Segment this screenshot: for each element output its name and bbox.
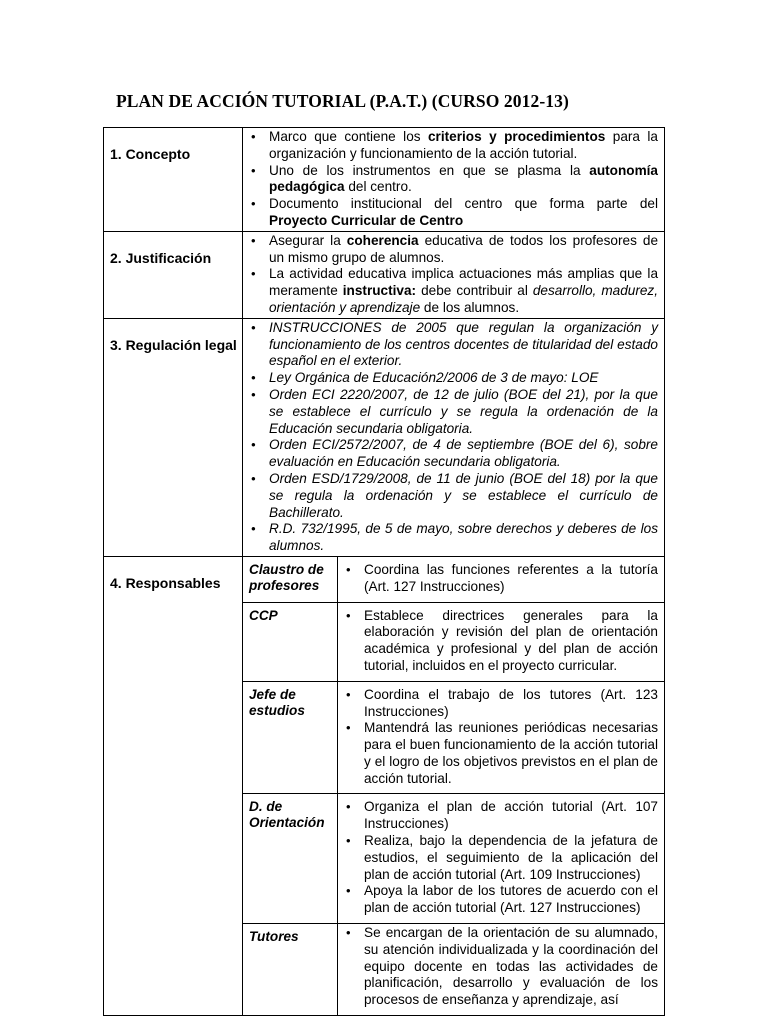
- document-title: PLAN DE ACCIÓN TUTORIAL (P.A.T.) (CURSO 2012-13): [116, 91, 569, 111]
- list-item: • Orden ECI/2572/2007, de 4 de septiembre (BOE del 6), sobre evaluación en Educación secundaria obligatoria.: [243, 437, 658, 471]
- list-item: • Orden ECI 2220/2007, de 12 de julio (BOE del 21), por la que se establece el currículo y se regula la ordenación de la Educación secundaria obligatoria.: [243, 387, 658, 437]
- label-responsables: 4. Responsables: [104, 556, 243, 1015]
- role-name: Jefe de estudios: [243, 681, 338, 794]
- role-description: [338, 602, 665, 681]
- role-name: Claustro de profesores: [243, 557, 338, 602]
- list-item: • R.D. 732/1995, de 5 de mayo, sobre derechos y deberes de los alumnos.: [243, 521, 658, 555]
- role-description: [338, 557, 665, 602]
- role-name: Tutores: [243, 924, 338, 1015]
- table-row: [243, 557, 664, 602]
- list-item: • Orden ESD/1729/2008, de 11 de junio (BOE del 18) por la que se regula la ordenación y se establece el currículo de Bachillerato.: [243, 471, 658, 521]
- pat-table: [103, 127, 665, 1016]
- row-justificacion: [104, 231, 665, 318]
- responsables-table: [243, 557, 664, 1015]
- list-item: • Coordina las funciones referentes a la tutoría (Art. 127 Instrucciones): [338, 562, 658, 596]
- role-description: [338, 681, 665, 794]
- table-row: [243, 924, 664, 1015]
- list-item: • Mantendrá las reuniones periódicas necesarias para el buen funcionamiento de la acción tutorial y el logro de los objetivos previstos en el plan de acción tutorial.: [338, 720, 658, 787]
- list-item: • Coordina el trabajo de los tutores (Art. 123 Instrucciones): [338, 687, 658, 721]
- content-justificacion: [243, 231, 665, 318]
- role-description: [338, 924, 665, 1015]
- row-responsables: [104, 556, 665, 1015]
- table-row: [243, 794, 664, 924]
- list-item: • Documento institucional del centro que forma parte del Proyecto Curricular de Centro: [243, 196, 658, 230]
- table-row: [243, 681, 664, 794]
- list-item: • Organiza el plan de acción tutorial (Art. 107 Instrucciones): [338, 799, 658, 833]
- list-item: • Realiza, bajo la dependencia de la jefatura de estudios, el seguimiento de la aplicación del plan de acción tutorial (Art. 109 Instrucciones): [338, 833, 658, 883]
- list-item: • Se encargan de la orientación de su alumnado, su atención individualizada y la coordinación del equipo docente en todas las actividades de planificación, desarrollo y evaluación de los procesos de enseñanza y aprendizaje, así: [338, 925, 658, 1009]
- list-item: • La actividad educativa implica actuaciones más amplias que la meramente instructiva: debe contribuir al desarrollo, madurez, orientación y aprendizaje de los alumnos.: [243, 266, 658, 316]
- role-name: CCP: [243, 602, 338, 681]
- list-item: • Apoya la labor de los tutores de acuerdo con el plan de acción tutorial (Art. 127 Instrucciones): [338, 883, 658, 917]
- role-description: [338, 794, 665, 924]
- label-regulacion: 3. Regulación legal: [104, 318, 243, 556]
- list-item: • Uno de los instrumentos en que se plasma la autonomía pedagógica del centro.: [243, 163, 658, 197]
- content-responsables: [243, 556, 665, 1015]
- role-name: D. de Orientación: [243, 794, 338, 924]
- list-item: • Establece directrices generales para la elaboración y revisión del plan de orientación académica y profesional y del plan de acción tutorial, incluidos en el proyecto curricular.: [338, 608, 658, 675]
- row-concepto: [104, 128, 665, 232]
- row-regulacion: [104, 318, 665, 556]
- table-row: [243, 602, 664, 681]
- list-item: • Marco que contiene los criterios y procedimientos para la organización y funcionamiento de la acción tutorial.: [243, 129, 658, 163]
- label-justificacion: 2. Justificación: [104, 231, 243, 318]
- label-concepto: 1. Concepto: [104, 128, 243, 232]
- content-concepto: [243, 128, 665, 232]
- list-item: • Ley Orgánica de Educación2/2006 de 3 de mayo: LOE: [243, 370, 658, 387]
- list-item: • INSTRUCCIONES de 2005 que regulan la organización y funcionamiento de los centros docentes de titularidad del estado español en el exterior.: [243, 320, 658, 370]
- content-regulacion: [243, 318, 665, 556]
- list-item: • Asegurar la coherencia educativa de todos los profesores de un mismo grupo de alumnos.: [243, 233, 658, 267]
